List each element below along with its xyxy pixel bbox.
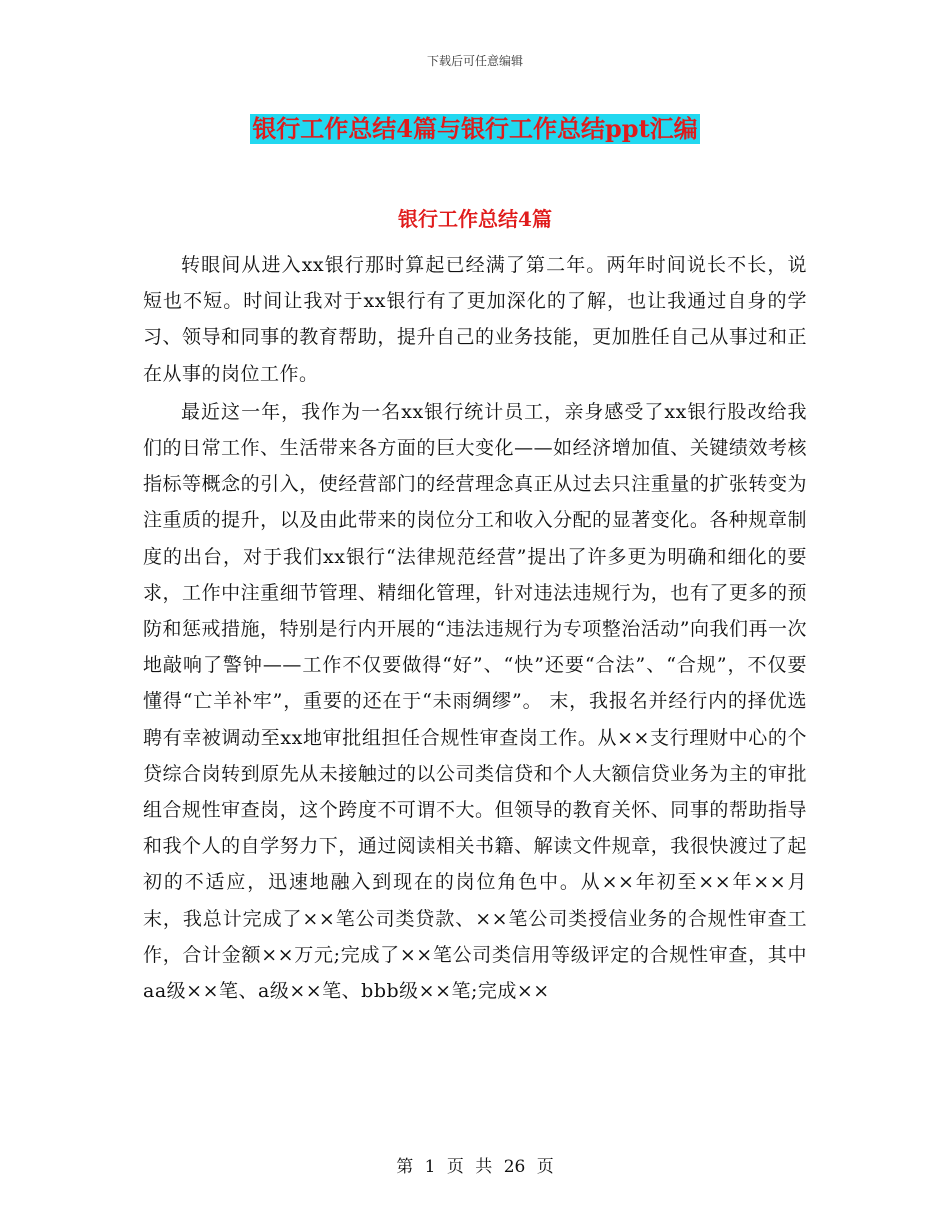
- page-number: 第 1 页 共 26 页: [396, 1157, 554, 1177]
- document-body: [143, 247, 807, 1009]
- page-header-note: 下载后可任意编辑: [426, 54, 523, 68]
- document-title-block: [0, 114, 950, 144]
- paragraph: 转眼间从进入xx银行那时算起已经满了第二年。两年时间说长不长，说短也不短。时间让我对于xx银行有了更加深化的了解，也让我通过自身的学习、领导和同事的教育帮助，提升自己的业务技能，更加胜任自己从事过和正在从事的岗位工作。: [143, 254, 807, 385]
- document-title: 银行工作总结4篇与银行工作总结ppt汇编: [252, 114, 698, 143]
- section-title: 银行工作总结4篇: [398, 207, 552, 231]
- paragraph: 最近这一年，我作为一名xx银行统计员工，亲身感受了xx银行股改给我们的日常工作、生活带来各方面的巨大变化——如经济增加值、关键绩效考核指标等概念的引入，使经营部门的经营理念真正从过去只注重量的扩张转变为注重质的提升，以及由此带来的岗位分工和收入分配的显著变化。各种规章制度的出台，对于我们xx银行“法律规范经营”提出了许多更为明确和细化的要求，工作中注重细节管理、精细化管理，针对违法违规行为，也有了更多的预防和惩戒措施，特别是行内开展的“违法违规行为专项整治活动”向我们再一次地敲响了警钟——工作不仅要做得“好”、“快”还要“合法”、“合规”，不仅要懂得“亡羊补牢”，重要的还在于“未雨绸缪”。 末，我报名并经行内的择优选聘有幸被调动至xx地审批组担任合规性审查岗工作。从××支行理财中心的个贷综合岗转到原先从未接触过的以公司类信贷和个人大额信贷业务为主的审批组合规性审查岗，这个跨度不可谓不大。但领导的教育关怀、同事的帮助指导和我个人的自学努力下，通过阅读相关书籍、解读文件规章，我很快渡过了起初的不适应，迅速地融入到现在的岗位角色中。从××年初至××年××月末，我总计完成了××笔公司类贷款、××笔公司类授信业务的合规性审查工作，合计金额××万元;完成了××笔公司类信用等级评定的合规性审查，其中aa级××笔、a级××笔、bbb级××笔;完成××: [143, 400, 807, 1003]
